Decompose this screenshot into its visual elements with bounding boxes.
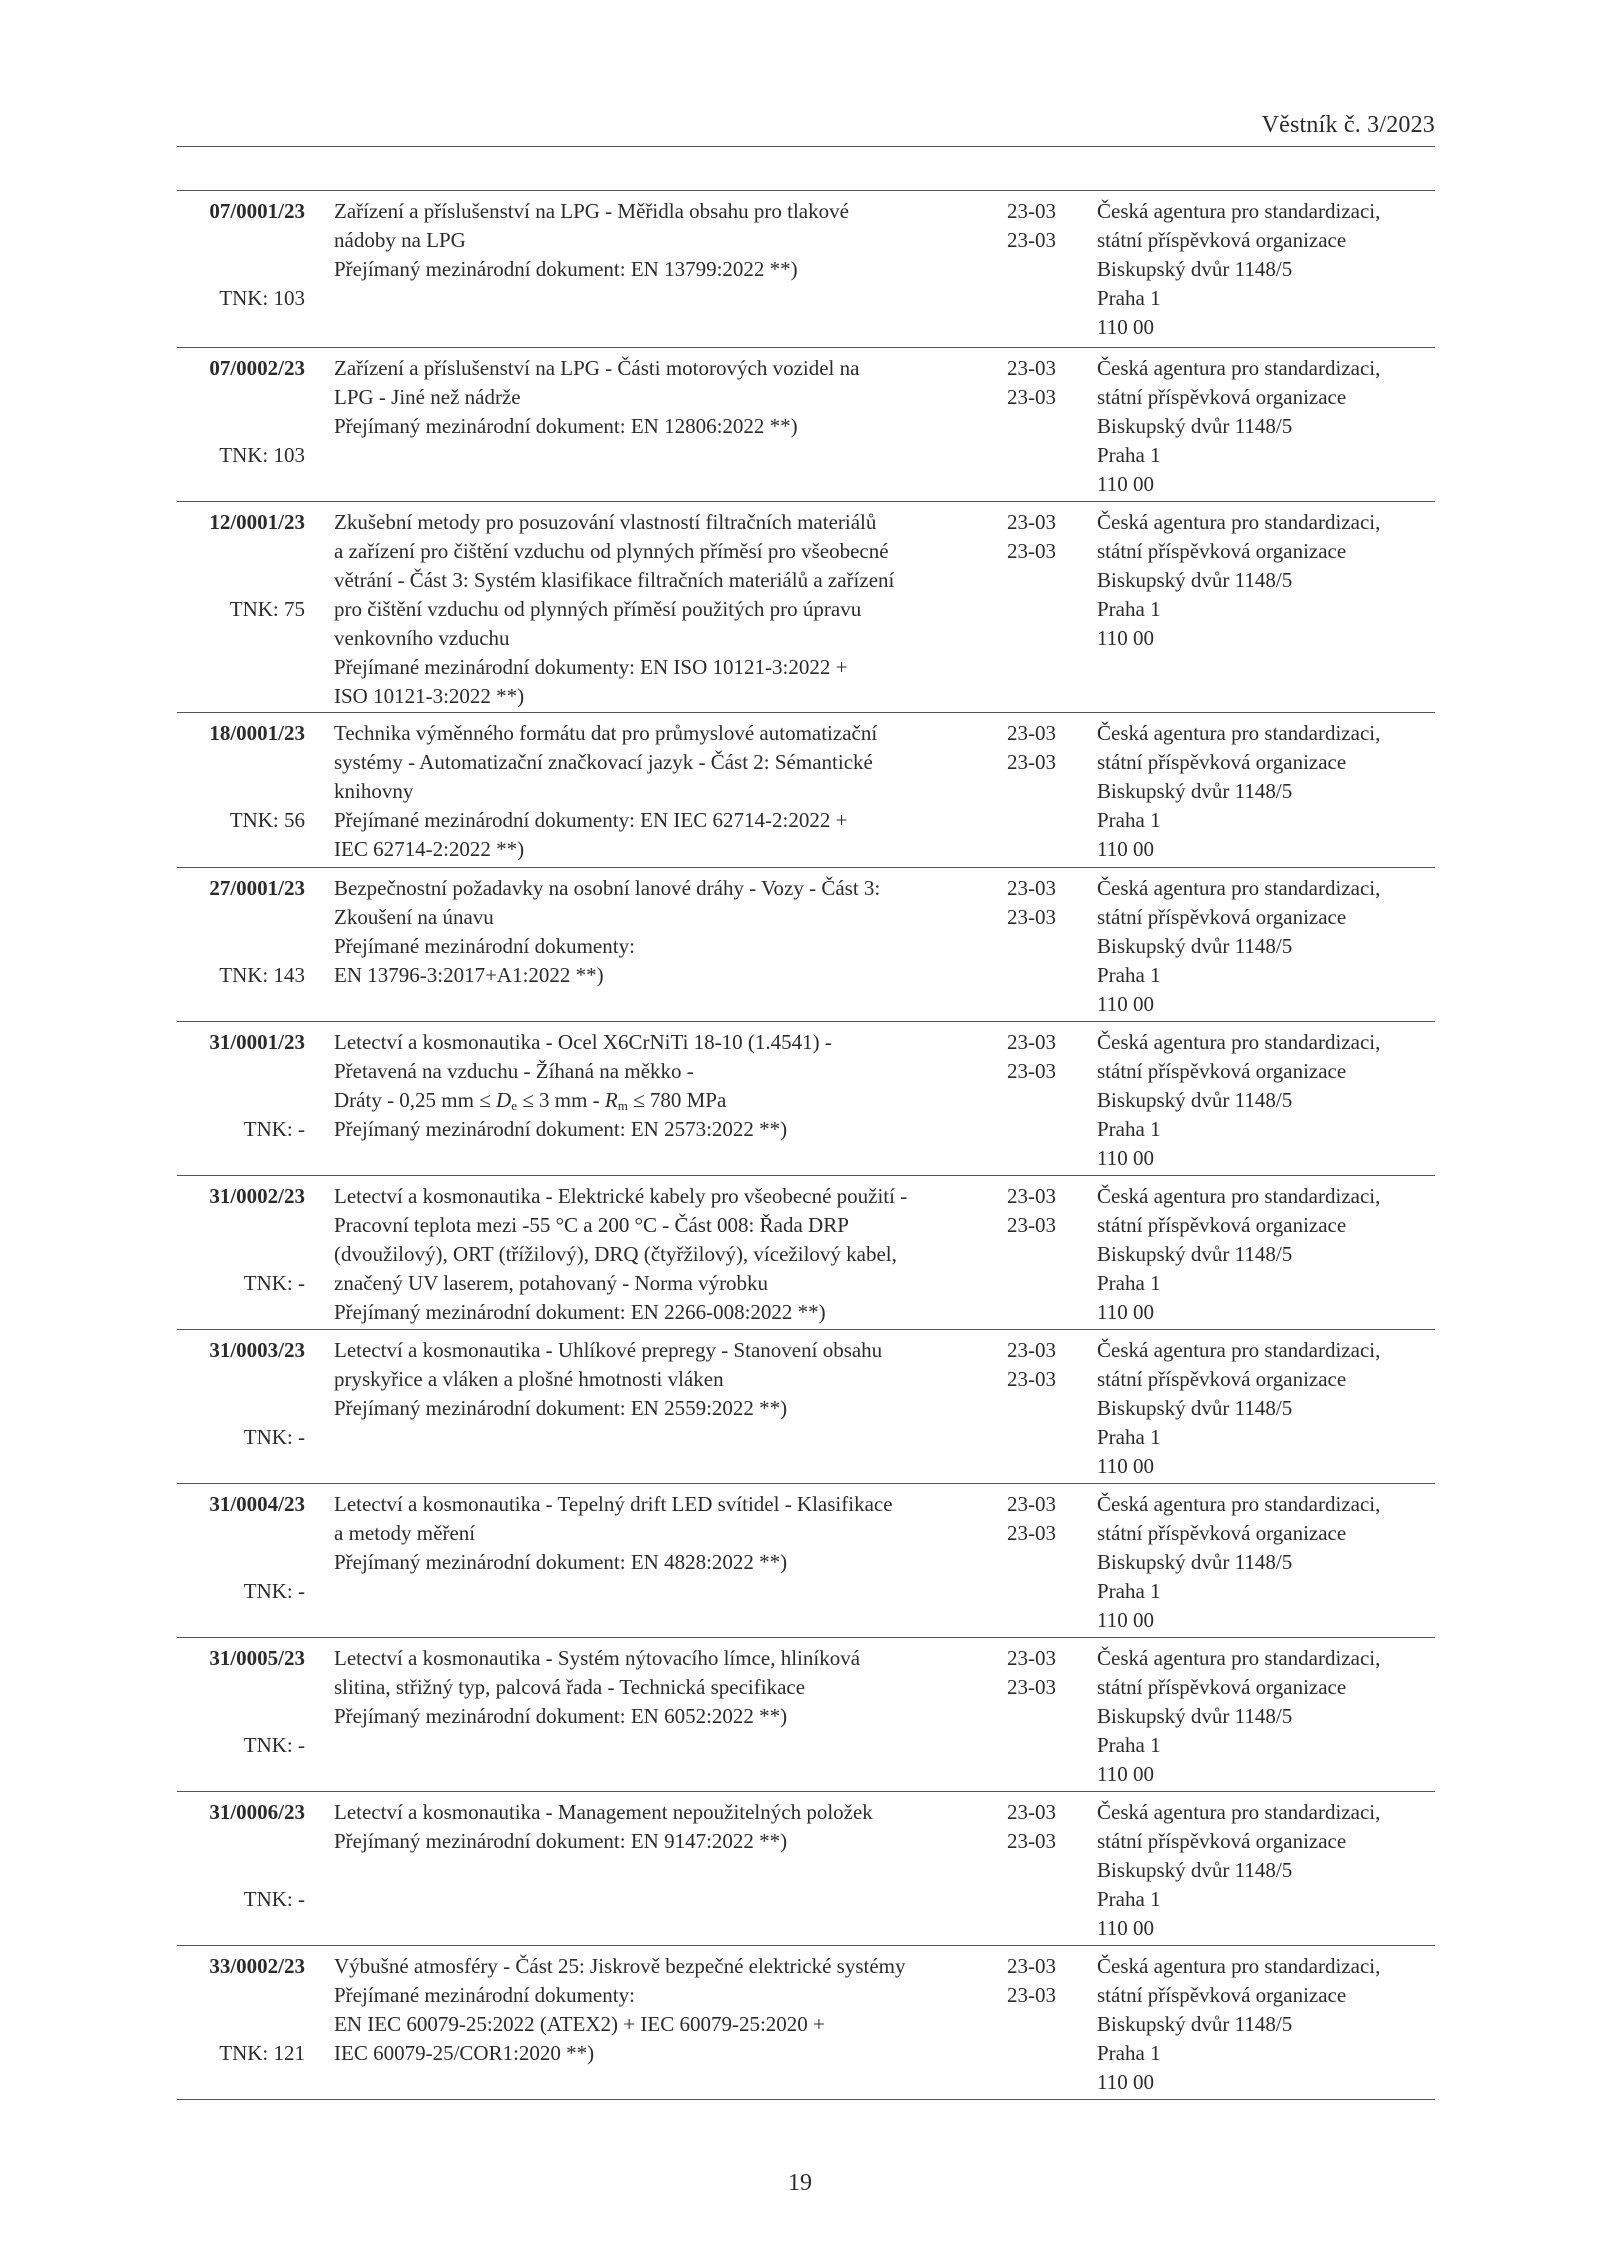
standard-title-cell [334, 1952, 994, 2068]
publisher-address-line: 110 00 [1097, 472, 1154, 496]
publisher-address-cell [1097, 1028, 1437, 1173]
standard-title-cell [334, 1490, 994, 1577]
publisher-address-line: státní příspěvková organizace [1097, 1213, 1347, 1237]
title-line: Přetavená na vzduchu - Žíhaná na měkko - [334, 1059, 694, 1083]
publisher-address-line: Biskupský dvůr 1148/5 [1097, 934, 1293, 958]
title-line: pro čištění vzduchu od plynných příměsí použitých pro úpravu [334, 597, 862, 621]
publisher-address-cell [1097, 874, 1437, 1019]
standard-title-cell [334, 197, 994, 284]
title-line: Přejímaný mezinárodní dokument: EN 13799:2022 **) [334, 257, 798, 281]
date-value: 23-03 [1007, 1829, 1056, 1853]
title-line: Přejímaný mezinárodní dokument: EN 4828:2022 **) [334, 1550, 788, 1574]
title-line [334, 1086, 994, 1115]
standard-id-cell [177, 508, 305, 706]
publisher-address-line: 110 00 [1097, 1608, 1154, 1632]
tnk-label: TNK: - [243, 1117, 305, 1141]
publisher-address-line: Česká agentura pro standardizaci, [1097, 721, 1381, 745]
publisher-address-line: státní příspěvková organizace [1097, 539, 1347, 563]
standard-title-cell [334, 354, 994, 441]
table-row [177, 191, 1435, 348]
formula-text: ≤ 3 mm - [516, 1088, 605, 1112]
publisher-address-line: Biskupský dvůr 1148/5 [1097, 1242, 1293, 1266]
table-row [177, 1946, 1435, 2100]
publisher-address-line: státní příspěvková organizace [1097, 1367, 1347, 1391]
title-line: Přejímané mezinárodní dokumenty: EN ISO 10121-3:2022 + [334, 655, 848, 679]
publisher-address-line: Praha 1 [1097, 1887, 1161, 1911]
date-value: 23-03 [1007, 750, 1056, 774]
title-line: IEC 62714-2:2022 **) [334, 837, 525, 861]
standard-number: 12/0001/23 [209, 510, 305, 534]
standard-title-cell [334, 1182, 994, 1327]
dates-cell [1007, 874, 1077, 932]
title-line: Letectví a kosmonautika - Tepelný drift LED svítidel - Klasifikace [334, 1492, 893, 1516]
date-value: 23-03 [1007, 876, 1056, 900]
title-line: EN 13796-3:2017+A1:2022 **) [334, 963, 604, 987]
publisher-address-cell [1097, 1952, 1437, 2097]
table-row [177, 868, 1435, 1022]
publisher-address-line: Praha 1 [1097, 1579, 1161, 1603]
standard-title-cell [334, 508, 994, 711]
title-line: větrání - Část 3: Systém klasifikace filtračních materiálů a zařízení [334, 568, 895, 592]
title-line: Letectví a kosmonautika - Management nepoužitelných položek [334, 1800, 873, 1824]
publisher-address-line: Česká agentura pro standardizaci, [1097, 1954, 1381, 1978]
dates-cell [1007, 1952, 1077, 2010]
publisher-address-line: Biskupský dvůr 1148/5 [1097, 257, 1293, 281]
publisher-address-line: Praha 1 [1097, 286, 1161, 310]
standard-id-cell [177, 874, 305, 1015]
publisher-address-line: Praha 1 [1097, 597, 1161, 621]
date-value: 23-03 [1007, 1983, 1056, 2007]
publisher-address-line: Česká agentura pro standardizaci, [1097, 1800, 1381, 1824]
title-line: Letectví a kosmonautika - Systém nýtovacího límce, hliníková [334, 1646, 861, 1670]
table-row [177, 1022, 1435, 1176]
dates-cell [1007, 1490, 1077, 1548]
publisher-address-cell [1097, 1644, 1437, 1789]
tnk-label: TNK: 75 [229, 597, 305, 621]
header-rule [177, 146, 1435, 147]
title-line: LPG - Jiné než nádrže [334, 385, 521, 409]
title-line: Zkušební metody pro posuzování vlastností filtračních materiálů [334, 510, 877, 534]
title-line: slitina, střižný typ, palcová řada - Technická specifikace [334, 1675, 806, 1699]
subscript: e [511, 1098, 517, 1113]
title-line: venkovního vzduchu [334, 626, 510, 650]
publisher-address-line: 110 00 [1097, 1454, 1154, 1478]
publisher-address-line: Česká agentura pro standardizaci, [1097, 1338, 1381, 1362]
standard-title-cell [334, 1644, 994, 1731]
publisher-address-line: Biskupský dvůr 1148/5 [1097, 1088, 1293, 1112]
standard-id-cell [177, 1336, 305, 1477]
date-value: 23-03 [1007, 1800, 1056, 1824]
publisher-address-line: Praha 1 [1097, 808, 1161, 832]
standard-id-cell [177, 1644, 305, 1785]
standard-number: 31/0002/23 [209, 1184, 305, 1208]
publisher-address-line: státní příspěvková organizace [1097, 1521, 1347, 1545]
page-header-title: Věstník č. 3/2023 [1261, 112, 1435, 138]
standard-number: 31/0001/23 [209, 1030, 305, 1054]
title-line: Zařízení a příslušenství na LPG - Části motorových vozidel na [334, 356, 860, 380]
date-value: 23-03 [1007, 539, 1056, 563]
publisher-address-line: Biskupský dvůr 1148/5 [1097, 1704, 1293, 1728]
date-value: 23-03 [1007, 1030, 1056, 1054]
tnk-label: TNK: - [243, 1579, 305, 1603]
publisher-address-cell [1097, 508, 1437, 653]
dates-cell [1007, 1336, 1077, 1394]
standard-number: 18/0001/23 [209, 721, 305, 745]
formula-text: ≤ 780 MPa [627, 1088, 727, 1112]
title-line: a zařízení pro čištění vzduchu od plynných příměsí pro všeobecné [334, 539, 889, 563]
date-value: 23-03 [1007, 1213, 1056, 1237]
table-row [177, 713, 1435, 868]
publisher-address-line: Praha 1 [1097, 1117, 1161, 1141]
standard-title-cell [334, 719, 994, 864]
title-line: Bezpečnostní požadavky na osobní lanové dráhy - Vozy - Část 3: [334, 876, 881, 900]
title-line: systémy - Automatizační značkovací jazyk - Část 2: Sémantické [334, 750, 873, 774]
tnk-label: TNK: - [243, 1887, 305, 1911]
standard-number: 07/0002/23 [209, 356, 305, 380]
publisher-address-line: státní příspěvková organizace [1097, 1059, 1347, 1083]
standard-title-cell [334, 874, 994, 990]
title-line: Zařízení a příslušenství na LPG - Měřidla obsahu pro tlakové [334, 199, 849, 223]
table-row [177, 1484, 1435, 1638]
title-line: ISO 10121-3:2022 **) [334, 684, 525, 708]
date-value: 23-03 [1007, 385, 1056, 409]
date-value: 23-03 [1007, 1184, 1056, 1208]
standard-id-cell [177, 354, 305, 495]
standard-id-cell [177, 197, 305, 341]
title-line: Technika výměnného formátu dat pro průmyslové automatizační [334, 721, 878, 745]
title-line: EN IEC 60079-25:2022 (ATEX2) + IEC 60079-25:2020 + [334, 2012, 825, 2036]
publisher-address-line: Česká agentura pro standardizaci, [1097, 1646, 1381, 1670]
tnk-label: TNK: 121 [219, 2041, 305, 2065]
date-value: 23-03 [1007, 721, 1056, 745]
publisher-address-line: státní příspěvková organizace [1097, 905, 1347, 929]
title-line: knihovny [334, 779, 414, 803]
title-line: Přejímaný mezinárodní dokument: EN 9147:2022 **) [334, 1829, 788, 1853]
publisher-address-cell [1097, 1336, 1437, 1481]
publisher-address-line: 110 00 [1097, 1146, 1154, 1170]
title-line: (dvoužilový), ORT (třížilový), DRQ (čtyřžilový), vícežilový kabel, [334, 1242, 897, 1266]
dates-cell [1007, 719, 1077, 777]
publisher-address-line: 110 00 [1097, 992, 1154, 1016]
publisher-address-line: státní příspěvková organizace [1097, 1829, 1347, 1853]
standard-number: 33/0002/23 [209, 1954, 305, 1978]
publisher-address-line: 110 00 [1097, 1300, 1154, 1324]
formula-variable: D [496, 1088, 512, 1112]
standard-number: 31/0003/23 [209, 1338, 305, 1362]
publisher-address-line: Biskupský dvůr 1148/5 [1097, 1858, 1293, 1882]
publisher-address-line: státní příspěvková organizace [1097, 228, 1347, 252]
tnk-label: TNK: - [243, 1271, 305, 1295]
formula-text: Dráty - 0,25 mm ≤ D [334, 1088, 512, 1112]
standard-id-cell [177, 1182, 305, 1323]
date-value: 23-03 [1007, 905, 1056, 929]
publisher-address-line: státní příspěvková organizace [1097, 1675, 1347, 1699]
publisher-address-line: Biskupský dvůr 1148/5 [1097, 414, 1293, 438]
date-value: 23-03 [1007, 1954, 1056, 1978]
publisher-address-cell [1097, 1490, 1437, 1635]
dates-cell [1007, 197, 1077, 255]
publisher-address-cell [1097, 354, 1437, 499]
dates-cell [1007, 1028, 1077, 1086]
date-value: 23-03 [1007, 1492, 1056, 1516]
publisher-address-line: 110 00 [1097, 1762, 1154, 1786]
publisher-address-line: Praha 1 [1097, 1271, 1161, 1295]
title-line: Přejímané mezinárodní dokumenty: EN IEC 62714-2:2022 + [334, 808, 848, 832]
date-value: 23-03 [1007, 228, 1056, 252]
date-value: 23-03 [1007, 1521, 1056, 1545]
table-row [177, 1792, 1435, 1946]
publisher-address-line: Biskupský dvůr 1148/5 [1097, 1396, 1293, 1420]
title-line: Výbušné atmosféry - Část 25: Jiskrově bezpečné elektrické systémy [334, 1954, 906, 1978]
table-row [177, 1176, 1435, 1330]
title-line: Přejímaný mezinárodní dokument: EN 12806:2022 **) [334, 414, 798, 438]
publisher-address-line: 110 00 [1097, 1916, 1154, 1940]
tnk-label: TNK: 103 [219, 443, 305, 467]
publisher-address-cell [1097, 1182, 1437, 1327]
table-row [177, 348, 1435, 502]
dates-cell [1007, 1182, 1077, 1240]
publisher-address-cell [1097, 197, 1437, 342]
publisher-address-line: Praha 1 [1097, 2041, 1161, 2065]
standard-number: 31/0006/23 [209, 1800, 305, 1824]
publisher-address-line: státní příspěvková organizace [1097, 1983, 1347, 2007]
title-line: Přejímané mezinárodní dokumenty: [334, 1983, 635, 2007]
page-number: 19 [788, 2170, 812, 2196]
standards-table [177, 190, 1435, 2100]
date-value: 23-03 [1007, 356, 1056, 380]
publisher-address-line: Česká agentura pro standardizaci, [1097, 510, 1381, 534]
publisher-address-cell [1097, 1798, 1437, 1943]
title-line: Pracovní teplota mezi -55 °C a 200 °C - Část 008: Řada DRP [334, 1213, 849, 1237]
date-value: 23-03 [1007, 199, 1056, 223]
standard-id-cell [177, 719, 305, 861]
standard-id-cell [177, 1952, 305, 2093]
title-line: pryskyřice a vláken a plošné hmotnosti vláken [334, 1367, 724, 1391]
title-line: Přejímaný mezinárodní dokument: EN 2573:2022 **) [334, 1117, 788, 1141]
tnk-label: TNK: 103 [219, 286, 305, 310]
publisher-address-line: 110 00 [1097, 2070, 1154, 2094]
publisher-address-line: Praha 1 [1097, 443, 1161, 467]
publisher-address-line: státní příspěvková organizace [1097, 750, 1347, 774]
standard-title-cell [334, 1028, 994, 1144]
tnk-label: TNK: 56 [229, 808, 305, 832]
tnk-label: TNK: - [243, 1733, 305, 1757]
standard-number: 27/0001/23 [209, 876, 305, 900]
standard-title-cell [334, 1336, 994, 1423]
table-row [177, 1638, 1435, 1792]
publisher-address-line: Praha 1 [1097, 1425, 1161, 1449]
publisher-address-line: Česká agentura pro standardizaci, [1097, 1184, 1381, 1208]
publisher-address-line: 110 00 [1097, 837, 1154, 861]
title-line: značený UV laserem, potahovaný - Norma výrobku [334, 1271, 769, 1295]
table-row [177, 1330, 1435, 1484]
publisher-address-line: Česká agentura pro standardizaci, [1097, 356, 1381, 380]
title-line: a metody měření [334, 1521, 476, 1545]
publisher-address-line: Česká agentura pro standardizaci, [1097, 876, 1381, 900]
publisher-address-line: Biskupský dvůr 1148/5 [1097, 1550, 1293, 1574]
title-line: Letectví a kosmonautika - Elektrické kabely pro všeobecné použití - [334, 1184, 908, 1208]
tnk-label: TNK: 143 [219, 963, 305, 987]
date-value: 23-03 [1007, 1646, 1056, 1670]
date-value: 23-03 [1007, 1059, 1056, 1083]
title-line: Přejímaný mezinárodní dokument: EN 2266-008:2022 **) [334, 1300, 826, 1324]
date-value: 23-03 [1007, 510, 1056, 534]
dates-cell [1007, 1644, 1077, 1702]
table-row [177, 502, 1435, 713]
title-line: Letectví a kosmonautika - Uhlíkové prepregy - Stanovení obsahu [334, 1338, 883, 1362]
publisher-address-cell [1097, 719, 1437, 864]
tnk-label: TNK: - [243, 1425, 305, 1449]
dates-cell [1007, 508, 1077, 566]
publisher-address-line: Česká agentura pro standardizaci, [1097, 199, 1381, 223]
standard-id-cell [177, 1490, 305, 1631]
publisher-address-line: Praha 1 [1097, 963, 1161, 987]
title-line: Zkoušení na únavu [334, 905, 494, 929]
date-value: 23-03 [1007, 1338, 1056, 1362]
standard-number: 31/0005/23 [209, 1646, 305, 1670]
standard-number: 07/0001/23 [209, 199, 305, 223]
publisher-address-line: Česká agentura pro standardizaci, [1097, 1492, 1381, 1516]
title-line: IEC 60079-25/COR1:2020 **) [334, 2041, 595, 2065]
standard-id-cell [177, 1798, 305, 1939]
publisher-address-line: Biskupský dvůr 1148/5 [1097, 2012, 1293, 2036]
publisher-address-line: Biskupský dvůr 1148/5 [1097, 779, 1293, 803]
title-line: Přejímané mezinárodní dokumenty: [334, 934, 635, 958]
publisher-address-line: Praha 1 [1097, 1733, 1161, 1757]
date-value: 23-03 [1007, 1675, 1056, 1699]
title-line: Letectví a kosmonautika - Ocel X6CrNiTi 18-10 (1.4541) - [334, 1030, 832, 1054]
dates-cell [1007, 1798, 1077, 1856]
title-line: nádoby na LPG [334, 228, 466, 252]
publisher-address-line: 110 00 [1097, 626, 1154, 650]
title-line: Přejímaný mezinárodní dokument: EN 2559:2022 **) [334, 1396, 788, 1420]
standard-id-cell [177, 1028, 305, 1169]
standard-title-cell [334, 1798, 994, 1856]
dates-cell [1007, 354, 1077, 412]
date-value: 23-03 [1007, 1367, 1056, 1391]
title-line: Přejímaný mezinárodní dokument: EN 6052:2022 **) [334, 1704, 788, 1728]
publisher-address-line: Česká agentura pro standardizaci, [1097, 1030, 1381, 1054]
publisher-address-line: státní příspěvková organizace [1097, 385, 1347, 409]
subscript: m [617, 1098, 628, 1113]
publisher-address-line: Biskupský dvůr 1148/5 [1097, 568, 1293, 592]
formula-variable: R [604, 1088, 618, 1112]
standard-number: 31/0004/23 [209, 1492, 305, 1516]
publisher-address-line: 110 00 [1097, 315, 1154, 339]
